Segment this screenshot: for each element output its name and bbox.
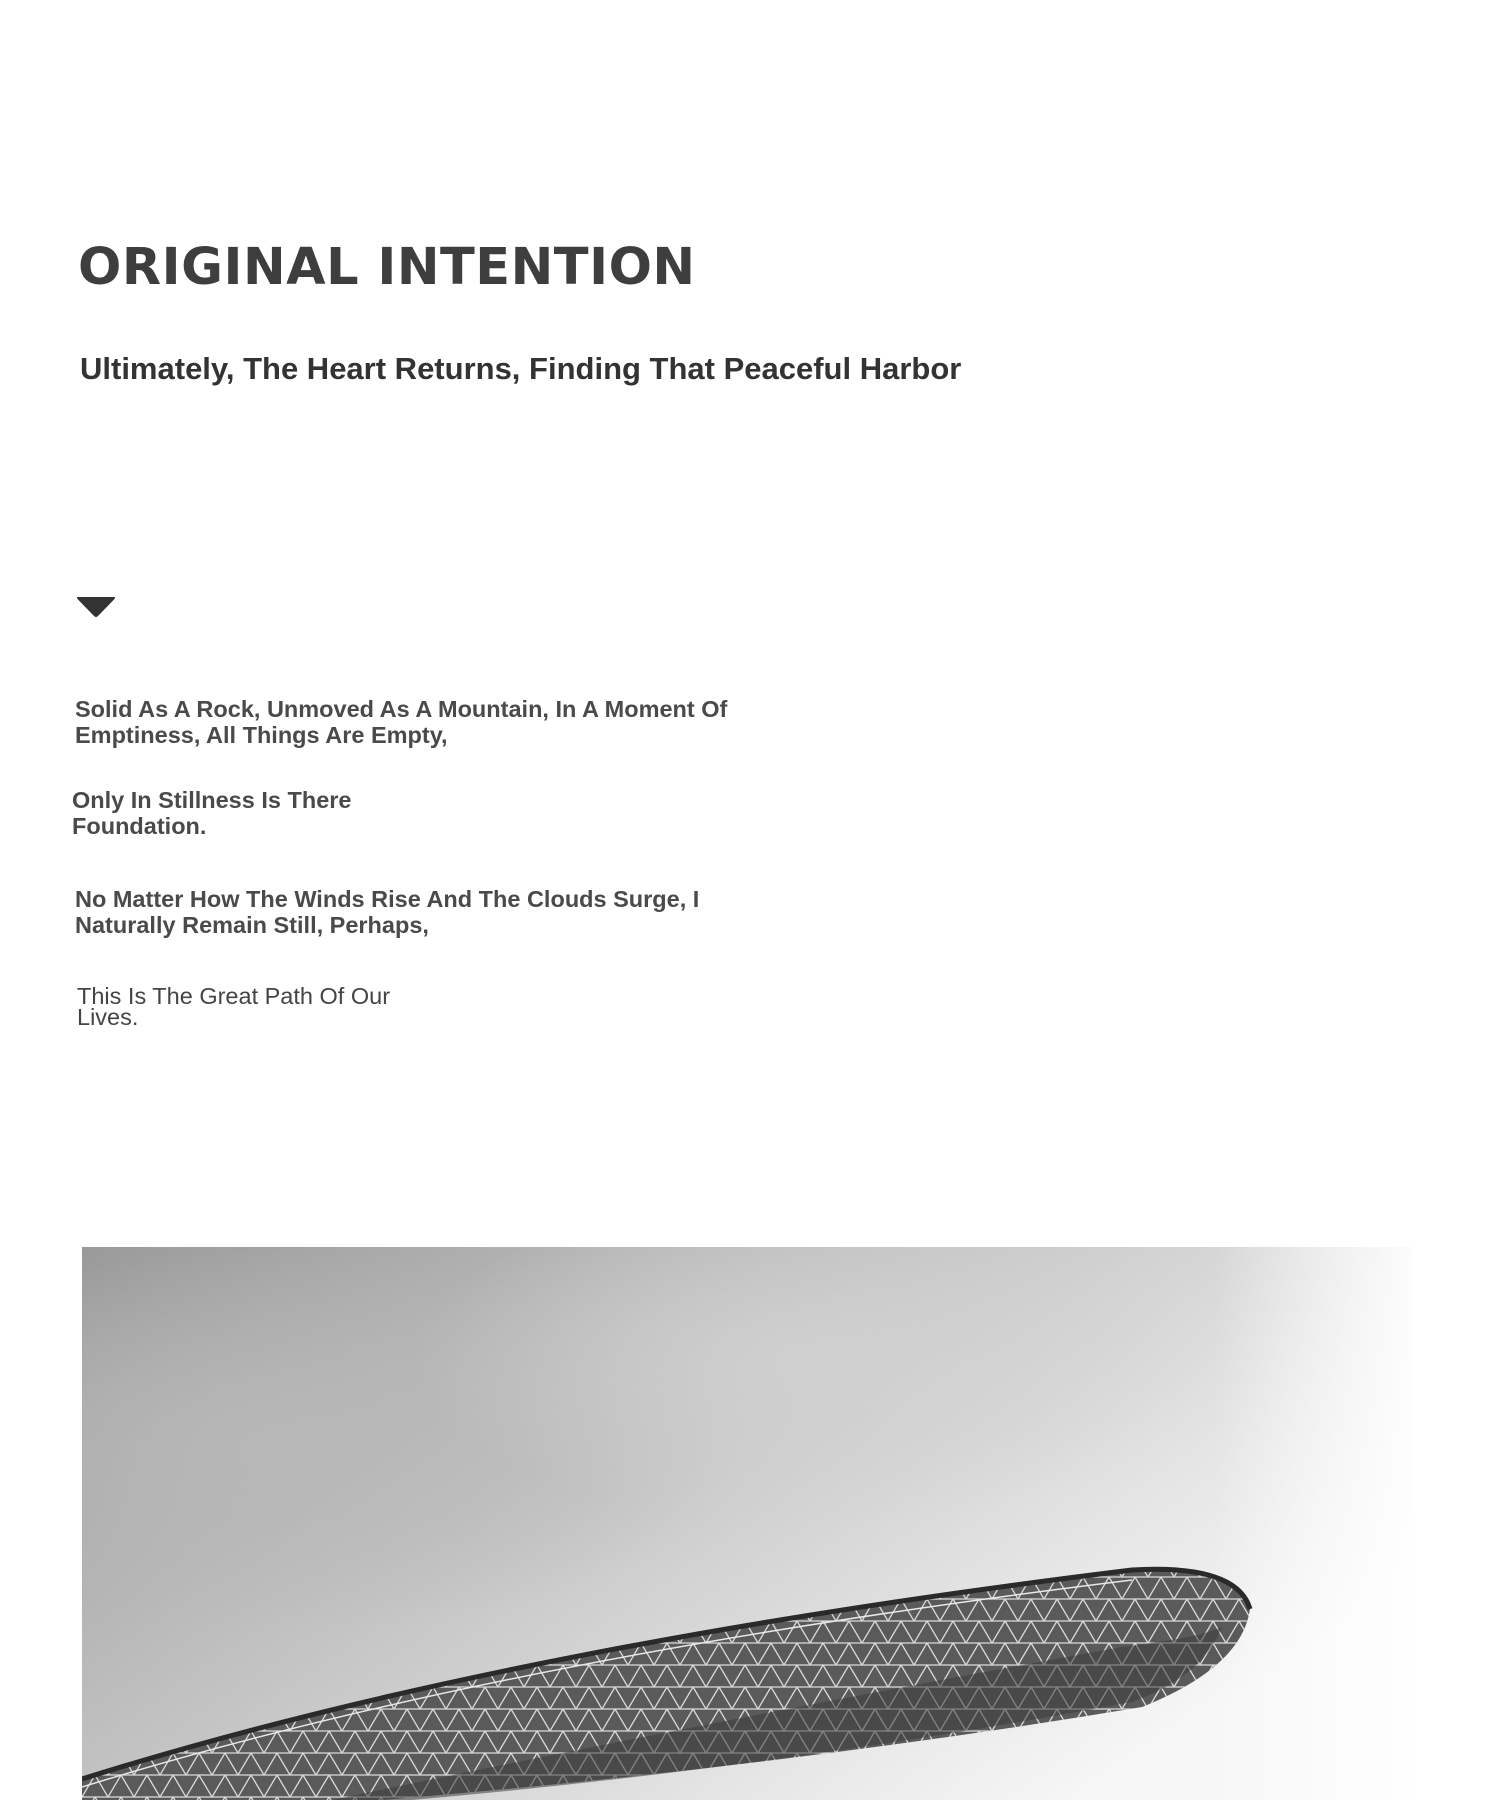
page-subtitle: Ultimately, The Heart Returns, Finding That Peaceful Harbor	[80, 351, 962, 386]
verse-text: Solid As A Rock, Unmoved As A Mountain, In A Moment Of Emptiness, All Things Are Empty,	[75, 696, 728, 748]
caret-down-icon[interactable]	[76, 594, 116, 620]
verse-text: This Is The Great Path Of Our Lives.	[77, 983, 391, 1030]
verse-text: Only In Stillness Is There Foundation.	[72, 787, 352, 839]
brand-title: ORIGINAL INTENTION	[78, 238, 696, 297]
verse-text: No Matter How The Winds Rise And The Clouds Surge, I Naturally Remain Still, Perhaps,	[75, 886, 700, 938]
telescope-photo	[82, 1247, 1412, 1800]
